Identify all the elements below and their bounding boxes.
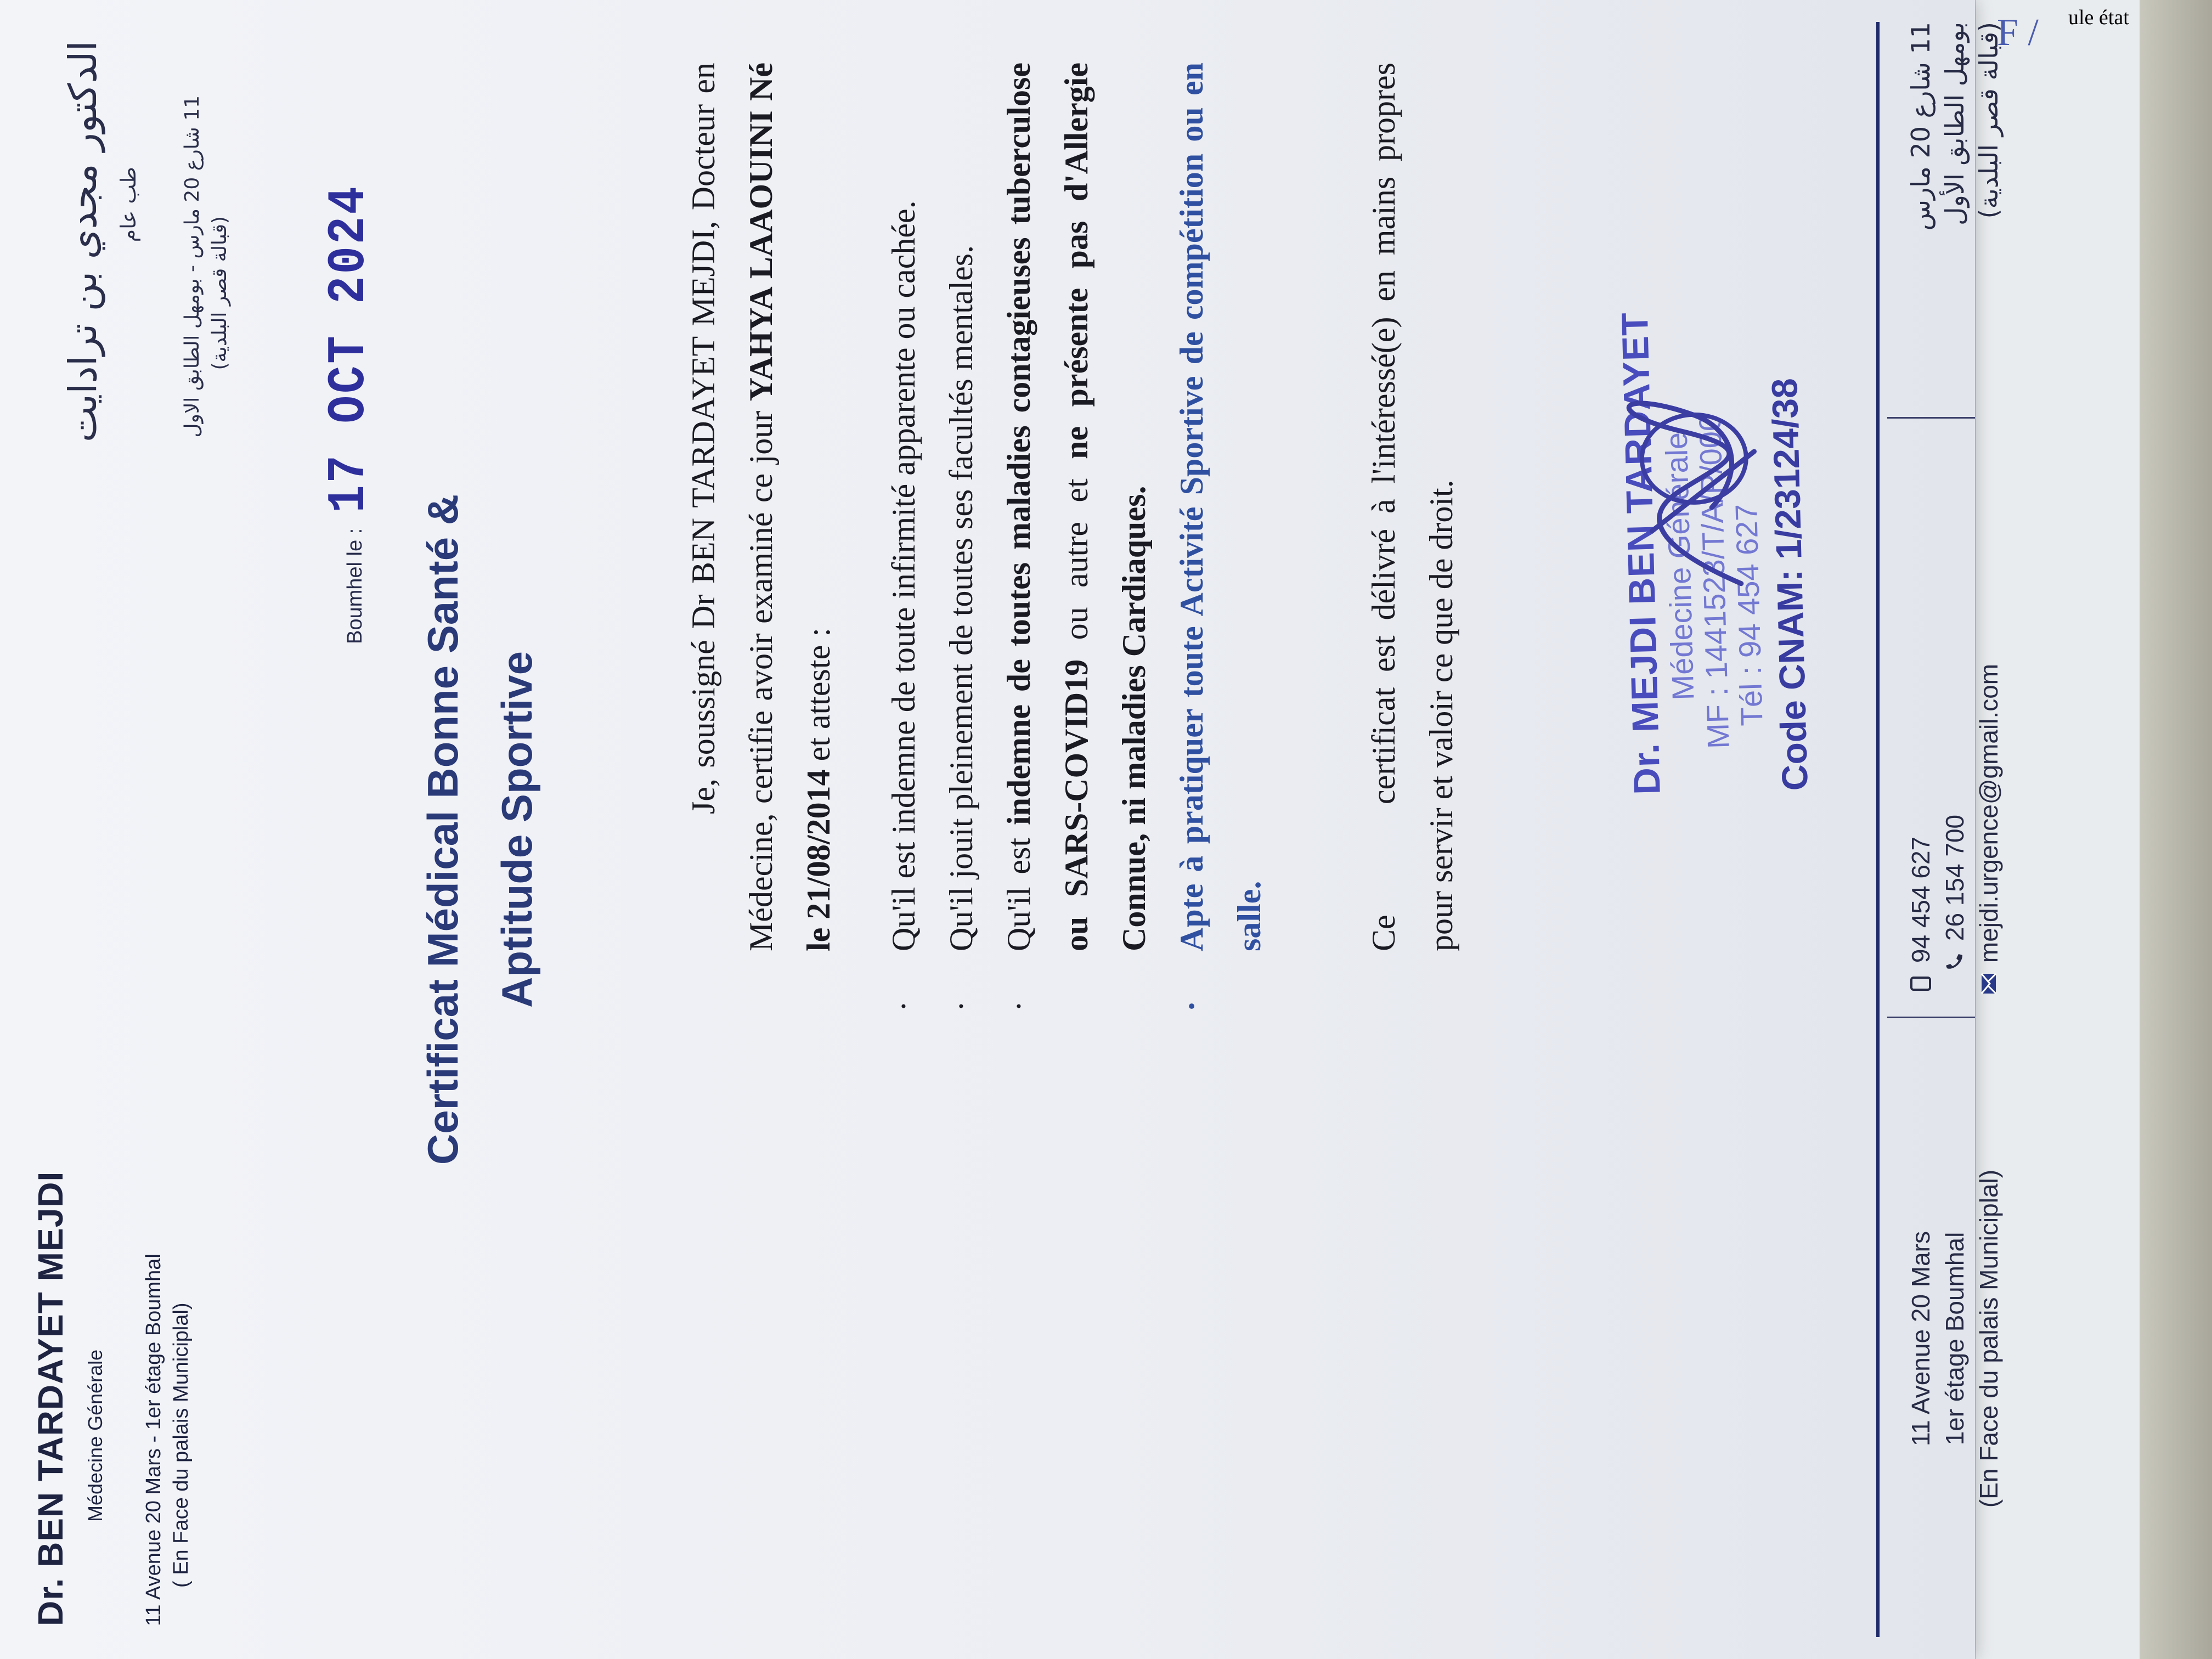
footer-address-arabic bbox=[1887, 0, 2004, 417]
born-label: Né le bbox=[743, 62, 837, 951]
item3-contagious: indemne de toutes maladies contagieuses tuberculose ou SARS-COVID19 bbox=[1001, 62, 1094, 951]
mail-icon bbox=[1978, 973, 2000, 995]
stamp-cnam-code: Code CNAM: 1/23124/38 bbox=[1764, 377, 1815, 792]
closing-text: certificat est délivré à l'intéressé(e) en mains propres pour servir et valoir ce que de droit. bbox=[1365, 62, 1459, 951]
date-label: Boumhel le : bbox=[343, 528, 366, 644]
email-address: mejdi.urgence@gmail.com bbox=[1974, 663, 2003, 963]
letterhead-footer bbox=[1887, 0, 2004, 1659]
fixed-number: 26 154 700 bbox=[1940, 814, 1969, 941]
doctor-name-arabic: الدكتور مجدي بن ترادايت bbox=[60, 41, 105, 443]
footer-divider bbox=[1876, 22, 1880, 1637]
address-line-2: ( En Face du palais Municiplal) bbox=[170, 1302, 193, 1588]
stamp-tel: Tél : 94 454 627 bbox=[1729, 503, 1769, 727]
doctor-address-arabic bbox=[179, 95, 234, 726]
closing-paragraph bbox=[1355, 63, 1470, 951]
address-arabic-line-1: 11 شارع 20 مارس - بومهل الطابق الاول bbox=[181, 95, 204, 438]
footer-address-ar-line-1: 11 شارع 20 مارس bbox=[1906, 21, 1936, 231]
intro-attest: et atteste : bbox=[800, 628, 837, 761]
footer-contacts bbox=[1887, 417, 2003, 1017]
stamp-name: Dr. MEJDI BEN TARDAYET bbox=[1613, 311, 1668, 795]
contact-email bbox=[1972, 441, 2006, 995]
doctor-name: Dr. BEN TARDAYET MEJDI bbox=[31, 1171, 70, 1626]
birth-date: 21/08/2014 bbox=[800, 769, 837, 919]
mobile-number: 94 454 627 bbox=[1906, 836, 1935, 963]
underlying-paper-text-2: F / bbox=[1997, 12, 2039, 54]
footer-address-ar-line-3: (قبالة قصر البلدية) bbox=[1974, 21, 2004, 219]
title-line-2: Aptitude Sportive bbox=[493, 651, 541, 1008]
footer-address bbox=[1887, 1017, 2003, 1659]
attestation-list bbox=[875, 63, 1278, 951]
item3-allergy: ne présente pas d'Allergie Connue, ni maladies Cardiaques. bbox=[1058, 62, 1152, 951]
contact-mobile bbox=[1904, 441, 1938, 995]
attestation-item-sport: · Apte à pratiquer toute Activité Sportive de compétition ou en salle. bbox=[1163, 63, 1278, 951]
title-line-1: Certificat Médical Bonne Santé & bbox=[419, 494, 467, 1165]
intro-text: Je, soussigné Dr BEN TARDAYET MEJDI, Docteur en Médecine, certifie avoir examiné ce jour bbox=[685, 63, 779, 951]
doctor-address bbox=[140, 913, 195, 1626]
letterhead bbox=[0, 0, 450, 1659]
footer-address-line-3: (En Face du palais Municiplal) bbox=[1974, 1169, 2003, 1508]
footer-address-line-1: 11 Avenue 20 Mars bbox=[1906, 1231, 1935, 1447]
phone-icon bbox=[1944, 951, 1966, 973]
certificate-body bbox=[675, 63, 1503, 951]
table-surface-right bbox=[2140, 0, 2212, 1659]
address-arabic-line-2: (قبالة قصر البلدية) bbox=[208, 216, 231, 370]
date-stamp: 17 OCT 2024 bbox=[319, 184, 380, 513]
item3-lead: Qu'il est bbox=[1001, 837, 1037, 951]
closing-lead: Ce bbox=[1365, 915, 1402, 951]
attestation-item bbox=[990, 63, 1163, 951]
mobile-phone-icon bbox=[1910, 973, 1932, 995]
doctor-specialty: Médecine Générale bbox=[84, 1349, 106, 1522]
handwritten-signature bbox=[1598, 363, 1780, 598]
address-line-1: 11 Avenue 20 Mars - 1er étage Boumhal bbox=[142, 1254, 165, 1626]
patient-name: YAHYA LAAOUINI bbox=[743, 110, 779, 402]
footer-address-line-2: 1er étage Boumhal bbox=[1940, 1232, 1969, 1446]
doctor-specialty-arabic: طب عام bbox=[116, 167, 140, 242]
contact-fixed bbox=[1938, 441, 1972, 995]
stamp-specialty: Médecine Générale bbox=[1658, 432, 1701, 701]
certificate-title bbox=[406, 0, 554, 1659]
letterhead-arabic bbox=[60, 41, 234, 726]
attestation-item: · Qu'il jouit pleinement de toutes ses facultés mentales. bbox=[933, 63, 990, 951]
item3-mid: ou autre et bbox=[1058, 478, 1094, 640]
letterhead-french bbox=[30, 913, 195, 1626]
doctor-stamp bbox=[1611, 213, 1856, 795]
date-line bbox=[319, 41, 380, 644]
attestation-item: · Qu'il est indemne de toute infirmité apparente ou cachée. bbox=[875, 63, 933, 951]
stamp-mf: MF : 1441523/T/A/P/000 bbox=[1692, 414, 1736, 749]
intro-paragraph bbox=[675, 63, 848, 951]
footer-address-ar-line-2: بومهل الطابق الأول bbox=[1940, 21, 1970, 225]
underlying-paper-text-1: ule état bbox=[2068, 6, 2129, 29]
